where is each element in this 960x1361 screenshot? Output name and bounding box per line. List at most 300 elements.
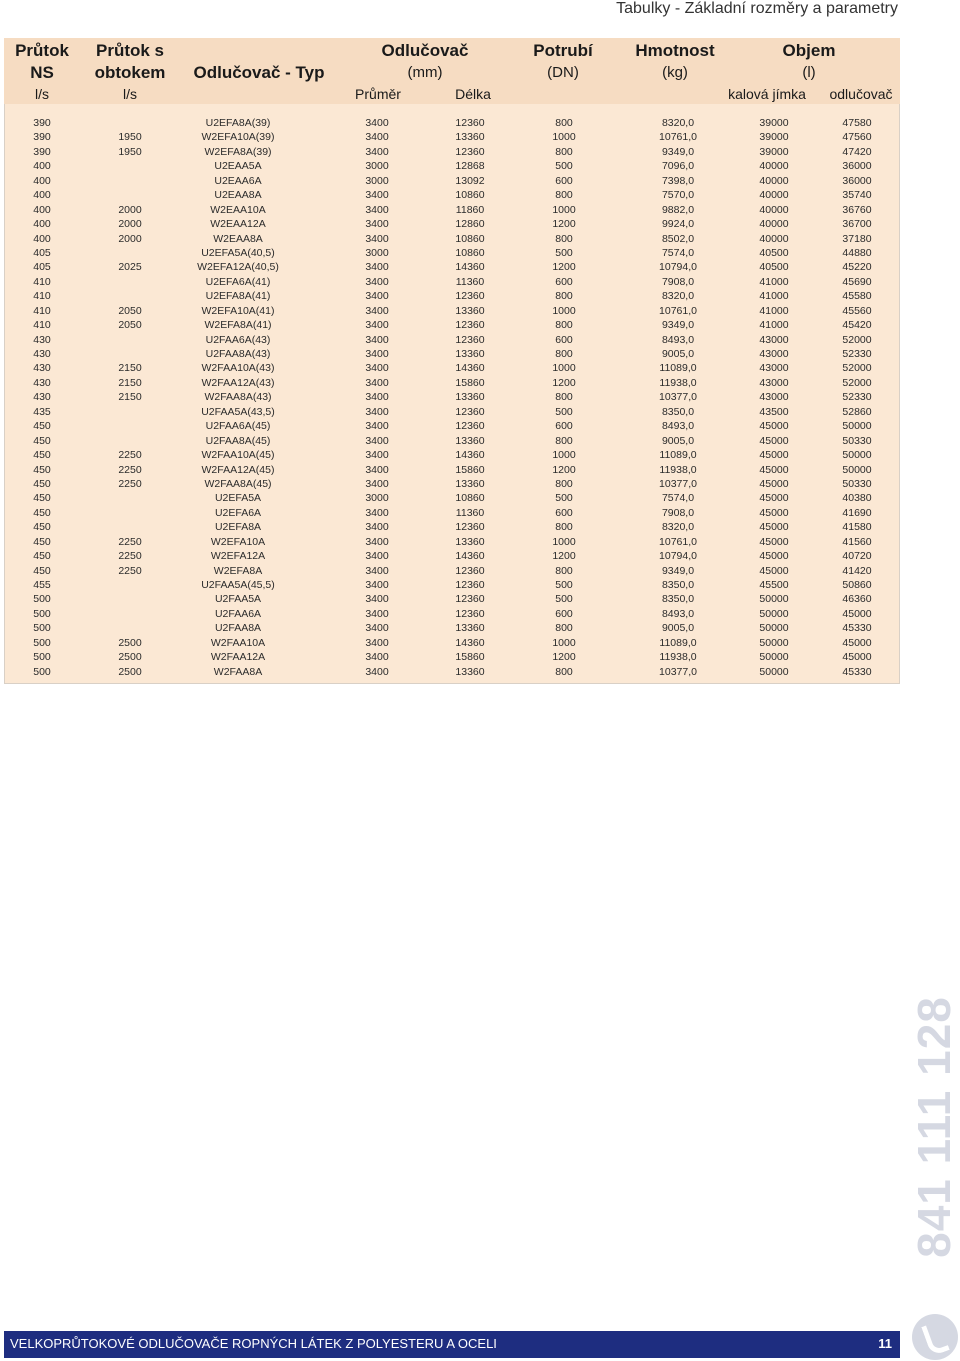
cell-flow-ns: 500 xyxy=(33,651,51,664)
cell-sludge-volume: 43000 xyxy=(759,348,789,360)
cell-weight: 7574,0 xyxy=(661,246,695,259)
cell-diameter: 3400 xyxy=(365,189,389,202)
table-row xyxy=(4,535,900,549)
cell-separator-type: U2EFA8A(39) xyxy=(205,117,271,129)
table-row xyxy=(4,506,900,520)
cell-diameter: 3400 xyxy=(365,348,389,360)
cell-sludge-volume: 50000 xyxy=(759,622,789,635)
table-row xyxy=(4,116,900,130)
cell-length: 12360 xyxy=(455,593,485,606)
cell-flow-ns: 450 xyxy=(33,420,51,433)
table-row xyxy=(4,289,900,303)
cell-flow-ns: 450 xyxy=(33,550,51,563)
cell-flow-bypass: 2250 xyxy=(118,550,142,563)
cell-separator-type: U2FAA6A xyxy=(214,607,262,620)
table-row xyxy=(4,203,900,217)
cell-pipe-dn: 800 xyxy=(555,232,573,245)
cell-weight: 8493,0 xyxy=(661,333,695,346)
cell-pipe-dn: 600 xyxy=(555,275,573,288)
cell-flow-ns: 500 xyxy=(33,593,51,606)
header-flow-bypass: Průtok s xyxy=(95,41,165,60)
cell-weight: 11938,0 xyxy=(659,651,697,664)
header-separator: Odlučovač xyxy=(381,41,469,60)
cell-separator-type: W2EFA12A xyxy=(210,550,266,563)
cell-separator-volume: 36760 xyxy=(842,203,872,216)
cell-length: 10860 xyxy=(455,189,485,202)
phone-contact xyxy=(908,920,960,1360)
header-sludge-pit: kalová jímka xyxy=(728,86,806,102)
cell-separator-volume: 50000 xyxy=(842,449,872,462)
cell-diameter: 3400 xyxy=(365,391,389,404)
cell-weight: 9349,0 xyxy=(661,564,695,577)
cell-diameter: 3400 xyxy=(365,550,389,563)
table-row xyxy=(4,607,900,621)
cell-diameter: 3400 xyxy=(365,333,389,346)
cell-separator-volume: 50000 xyxy=(842,463,872,476)
cell-separator-volume: 50330 xyxy=(842,434,872,447)
cell-diameter: 3000 xyxy=(365,174,389,187)
cell-pipe-dn: 800 xyxy=(555,319,573,332)
header-ls-ns: l/s xyxy=(35,86,49,102)
cell-weight: 10794,0 xyxy=(659,550,697,563)
cell-pipe-dn: 600 xyxy=(555,174,573,187)
cell-weight: 8320,0 xyxy=(661,521,695,534)
cell-separator-type: W2EFA8A(41) xyxy=(204,319,272,332)
cell-separator-volume: 45690 xyxy=(842,275,872,288)
cell-sludge-volume: 45000 xyxy=(759,434,789,447)
cell-weight: 11938,0 xyxy=(659,463,697,476)
cell-length: 12360 xyxy=(455,290,485,303)
cell-separator-type: W2FAA8A(43) xyxy=(204,391,272,404)
cell-diameter: 3400 xyxy=(365,232,389,245)
header-pipe: Potrubí xyxy=(533,41,593,60)
cell-weight: 8320,0 xyxy=(661,117,695,129)
cell-sludge-volume: 45000 xyxy=(759,463,789,476)
cell-pipe-dn: 800 xyxy=(555,189,573,202)
cell-pipe-dn: 500 xyxy=(555,405,573,418)
cell-pipe-dn: 800 xyxy=(555,117,573,129)
cell-length: 14360 xyxy=(455,636,485,649)
cell-length: 14360 xyxy=(455,362,485,375)
cell-pipe-dn: 800 xyxy=(555,564,573,577)
cell-separator-volume: 36000 xyxy=(842,174,872,187)
cell-flow-ns: 430 xyxy=(33,391,51,404)
cell-separator-volume: 46360 xyxy=(842,593,872,606)
cell-length: 13360 xyxy=(455,131,485,144)
header-bypass: obtokem xyxy=(94,63,166,82)
cell-length: 12360 xyxy=(455,564,485,577)
cell-separator-volume: 45330 xyxy=(842,622,872,635)
table-row xyxy=(4,304,900,318)
cell-flow-bypass: 2250 xyxy=(118,463,142,476)
table-row xyxy=(4,130,900,144)
cell-diameter: 3400 xyxy=(365,261,389,274)
cell-sludge-volume: 43500 xyxy=(759,405,789,418)
cell-length: 14360 xyxy=(455,261,485,274)
cell-diameter: 3000 xyxy=(365,492,389,505)
cell-flow-bypass: 2000 xyxy=(118,232,142,245)
cell-flow-ns: 390 xyxy=(33,117,51,129)
cell-length: 13360 xyxy=(455,665,485,678)
header-length: Délka xyxy=(455,86,491,102)
cell-sludge-volume: 50000 xyxy=(759,665,789,678)
table-row xyxy=(4,333,900,347)
cell-diameter: 3400 xyxy=(365,420,389,433)
cell-flow-ns: 410 xyxy=(33,319,51,332)
cell-flow-ns: 430 xyxy=(33,362,51,375)
cell-separator-type: U2FAA8A(45) xyxy=(205,434,271,447)
cell-length: 13360 xyxy=(455,622,485,635)
cell-sludge-volume: 45000 xyxy=(759,535,789,548)
cell-separator-type: U2EAA8A xyxy=(214,189,262,202)
cell-separator-volume: 45000 xyxy=(842,651,872,664)
cell-sludge-volume: 40500 xyxy=(759,261,789,274)
cell-separator-volume: 40720 xyxy=(842,550,872,563)
cell-weight: 10377,0 xyxy=(659,665,697,678)
cell-sludge-volume: 50000 xyxy=(759,593,789,606)
cell-flow-ns: 500 xyxy=(33,622,51,635)
cell-separator-volume: 44880 xyxy=(842,246,872,259)
cell-length: 13360 xyxy=(455,391,485,404)
cell-flow-bypass: 2500 xyxy=(118,636,142,649)
cell-flow-bypass: 2150 xyxy=(118,362,142,375)
table-row xyxy=(4,145,900,159)
cell-sludge-volume: 43000 xyxy=(759,391,789,404)
cell-sludge-volume: 50000 xyxy=(759,651,789,664)
cell-separator-type: W2EAA8A xyxy=(213,232,263,245)
cell-length: 12360 xyxy=(455,579,485,591)
cell-separator-type: U2EAA6A xyxy=(214,174,262,187)
cell-sludge-volume: 43000 xyxy=(759,362,789,375)
cell-flow-ns: 400 xyxy=(33,174,51,187)
cell-separator-type: U2FAA6A(43) xyxy=(205,333,271,346)
table-row xyxy=(4,260,900,274)
table-row xyxy=(4,636,900,650)
cell-separator-volume: 47420 xyxy=(842,145,872,158)
cell-separator-volume: 40380 xyxy=(842,492,872,505)
cell-pipe-dn: 800 xyxy=(555,521,573,534)
cell-pipe-dn: 800 xyxy=(555,665,573,678)
cell-flow-ns: 500 xyxy=(33,665,51,678)
cell-length: 12360 xyxy=(455,145,485,158)
cell-diameter: 3400 xyxy=(365,477,389,490)
cell-flow-ns: 450 xyxy=(33,434,51,447)
cell-separator-volume: 45000 xyxy=(842,607,872,620)
cell-length: 13360 xyxy=(455,434,485,447)
cell-pipe-dn: 800 xyxy=(555,622,573,635)
cell-flow-ns: 400 xyxy=(33,232,51,245)
cell-separator-type: U2EFA5A xyxy=(214,492,262,505)
cell-length: 13360 xyxy=(455,304,485,317)
table-header xyxy=(4,38,900,104)
table-row xyxy=(4,477,900,491)
cell-sludge-volume: 45000 xyxy=(759,449,789,462)
cell-flow-ns: 410 xyxy=(33,290,51,303)
cell-separator-type: W2EFA10A xyxy=(210,535,266,548)
cell-pipe-dn: 1200 xyxy=(552,261,576,274)
cell-weight: 10761,0 xyxy=(659,535,697,548)
cell-flow-ns: 450 xyxy=(33,449,51,462)
cell-separator-type: W2EAA10A xyxy=(210,203,266,216)
cell-diameter: 3400 xyxy=(365,362,389,375)
cell-weight: 7574,0 xyxy=(661,492,695,505)
cell-pipe-dn: 1000 xyxy=(552,203,576,216)
cell-weight: 7398,0 xyxy=(661,174,695,187)
cell-sludge-volume: 45000 xyxy=(759,492,789,505)
cell-separator-type: W2EFA8A xyxy=(213,564,263,577)
cell-length: 15860 xyxy=(455,651,485,664)
cell-separator-type: U2EAA5A xyxy=(214,160,262,173)
cell-diameter: 3400 xyxy=(365,564,389,577)
cell-length: 12360 xyxy=(455,607,485,620)
cell-pipe-dn: 600 xyxy=(555,607,573,620)
cell-weight: 10377,0 xyxy=(659,391,697,404)
cell-flow-ns: 400 xyxy=(33,160,51,173)
table-row xyxy=(4,621,900,635)
cell-diameter: 3400 xyxy=(365,434,389,447)
cell-length: 12860 xyxy=(455,218,485,231)
cell-pipe-dn: 800 xyxy=(555,290,573,303)
cell-weight: 11089,0 xyxy=(659,449,697,462)
cell-flow-ns: 430 xyxy=(33,333,51,346)
cell-weight: 11938,0 xyxy=(659,376,697,389)
cell-flow-bypass: 1950 xyxy=(118,131,142,144)
table-row xyxy=(4,650,900,664)
cell-separator-type: U2EFA6A xyxy=(214,506,262,519)
table-body xyxy=(4,116,900,679)
cell-pipe-dn: 800 xyxy=(555,348,573,360)
cell-length: 14360 xyxy=(455,550,485,563)
cell-flow-ns: 450 xyxy=(33,535,51,548)
header-volume: Objem xyxy=(782,41,836,60)
cell-diameter: 3000 xyxy=(365,160,389,173)
cell-separator-volume: 45330 xyxy=(842,665,872,678)
cell-sludge-volume: 45000 xyxy=(759,506,789,519)
cell-separator-type: W2FAA10A xyxy=(210,636,266,649)
cell-pipe-dn: 600 xyxy=(555,506,573,519)
table-row xyxy=(4,232,900,246)
cell-sludge-volume: 45000 xyxy=(759,564,789,577)
cell-sludge-volume: 50000 xyxy=(759,636,789,649)
phone-icon xyxy=(912,1314,958,1360)
cell-length: 11360 xyxy=(455,506,485,519)
cell-flow-bypass: 2500 xyxy=(118,665,142,678)
cell-flow-ns: 390 xyxy=(33,145,51,158)
cell-sludge-volume: 40000 xyxy=(759,232,789,245)
cell-length: 12360 xyxy=(455,405,485,418)
cell-pipe-dn: 800 xyxy=(555,434,573,447)
cell-separator-volume: 52000 xyxy=(842,376,872,389)
header-ls-bypass: l/s xyxy=(123,86,137,102)
cell-sludge-volume: 41000 xyxy=(759,275,789,288)
page-number: 11 xyxy=(878,1336,892,1351)
cell-separator-volume: 45220 xyxy=(842,261,872,274)
cell-length: 11360 xyxy=(455,275,485,288)
cell-diameter: 3400 xyxy=(365,622,389,635)
cell-diameter: 3400 xyxy=(365,218,389,231)
cell-weight: 9349,0 xyxy=(661,145,695,158)
cell-length: 10860 xyxy=(455,232,485,245)
cell-separator-volume: 50860 xyxy=(842,579,872,591)
cell-sludge-volume: 43000 xyxy=(759,333,789,346)
table-row xyxy=(4,665,900,679)
table-row xyxy=(4,361,900,375)
cell-flow-ns: 450 xyxy=(33,477,51,490)
table-row xyxy=(4,419,900,433)
cell-diameter: 3400 xyxy=(365,275,389,288)
cell-sludge-volume: 41000 xyxy=(759,304,789,317)
cell-weight: 8502,0 xyxy=(661,232,695,245)
cell-separator-type: W2EFA8A(39) xyxy=(204,145,272,158)
cell-separator-type: U2FAA8A(43) xyxy=(205,348,271,360)
cell-pipe-dn: 500 xyxy=(555,593,573,606)
cell-pipe-dn: 1200 xyxy=(552,218,576,231)
cell-separator-type: U2EFA8A xyxy=(214,521,262,534)
cell-sludge-volume: 40000 xyxy=(759,189,789,202)
table-row xyxy=(4,491,900,505)
cell-diameter: 3400 xyxy=(365,131,389,144)
cell-diameter: 3400 xyxy=(365,636,389,649)
cell-length: 12360 xyxy=(455,319,485,332)
cell-pipe-dn: 1200 xyxy=(552,463,576,476)
cell-length: 10860 xyxy=(455,246,485,259)
cell-length: 12868 xyxy=(455,160,485,173)
cell-length: 13360 xyxy=(455,535,485,548)
cell-separator-volume: 50330 xyxy=(842,477,872,490)
cell-separator-type: W2EFA10A(39) xyxy=(201,131,275,144)
table-row xyxy=(4,549,900,563)
cell-weight: 8350,0 xyxy=(661,579,695,591)
cell-flow-ns: 450 xyxy=(33,521,51,534)
cell-flow-bypass: 2250 xyxy=(118,449,142,462)
cell-weight: 9005,0 xyxy=(661,348,695,360)
cell-flow-ns: 430 xyxy=(33,348,51,360)
table-row xyxy=(4,347,900,361)
table-row xyxy=(4,217,900,231)
cell-separator-type: U2EFA5A(40,5) xyxy=(201,246,275,259)
header-ns: NS xyxy=(30,63,54,82)
cell-sludge-volume: 43000 xyxy=(759,376,789,389)
cell-pipe-dn: 1000 xyxy=(552,362,576,375)
table-row xyxy=(4,188,900,202)
cell-flow-ns: 390 xyxy=(33,131,51,144)
cell-separator-type: U2EFA8A(41) xyxy=(205,290,271,303)
cell-length: 12360 xyxy=(455,117,485,129)
cell-separator-type: W2FAA10A(45) xyxy=(201,449,275,462)
table-row xyxy=(4,318,900,332)
cell-weight: 9349,0 xyxy=(661,319,695,332)
cell-separator-volume: 47560 xyxy=(842,131,872,144)
cell-separator-volume: 52330 xyxy=(842,348,872,360)
cell-length: 13360 xyxy=(455,477,485,490)
cell-pipe-dn: 800 xyxy=(555,391,573,404)
cell-weight: 11089,0 xyxy=(659,636,697,649)
cell-separator-volume: 36700 xyxy=(842,218,872,231)
cell-pipe-dn: 1200 xyxy=(552,550,576,563)
cell-weight: 9005,0 xyxy=(661,434,695,447)
header-weight: Hmotnost xyxy=(635,41,715,60)
cell-diameter: 3400 xyxy=(365,319,389,332)
cell-weight: 9924,0 xyxy=(661,218,695,231)
cell-separator-type: W2FAA12A(43) xyxy=(201,376,275,389)
cell-sludge-volume: 40000 xyxy=(759,160,789,173)
cell-pipe-dn: 1000 xyxy=(552,535,576,548)
cell-flow-bypass: 2050 xyxy=(118,319,142,332)
cell-sludge-volume: 40000 xyxy=(759,174,789,187)
cell-sludge-volume: 39000 xyxy=(759,131,789,144)
cell-flow-ns: 435 xyxy=(33,405,51,418)
table-row xyxy=(4,390,900,404)
cell-pipe-dn: 1000 xyxy=(552,449,576,462)
cell-flow-bypass: 2025 xyxy=(118,261,142,274)
table-row xyxy=(4,520,900,534)
cell-pipe-dn: 1200 xyxy=(552,376,576,389)
cell-separator-volume: 41580 xyxy=(842,521,872,534)
cell-flow-bypass: 2250 xyxy=(118,564,142,577)
cell-pipe-dn: 600 xyxy=(555,420,573,433)
cell-separator-type: W2EAA12A xyxy=(210,218,266,231)
cell-separator-volume: 36000 xyxy=(842,160,872,173)
cell-separator-volume: 52000 xyxy=(842,333,872,346)
cell-diameter: 3400 xyxy=(365,665,389,678)
cell-flow-bypass: 2500 xyxy=(118,651,142,664)
cell-sludge-volume: 40000 xyxy=(759,218,789,231)
cell-flow-ns: 430 xyxy=(33,376,51,389)
footer-bar xyxy=(4,1331,900,1358)
table-row xyxy=(4,275,900,289)
cell-diameter: 3400 xyxy=(365,145,389,158)
cell-weight: 8493,0 xyxy=(661,420,695,433)
cell-weight: 7570,0 xyxy=(661,189,695,202)
table-row xyxy=(4,376,900,390)
cell-separator-volume: 35740 xyxy=(842,189,872,202)
cell-pipe-dn: 1200 xyxy=(552,651,576,664)
cell-separator-volume: 52330 xyxy=(842,391,872,404)
cell-length: 15860 xyxy=(455,463,485,476)
cell-separator-volume: 45420 xyxy=(842,319,872,332)
cell-flow-ns: 410 xyxy=(33,275,51,288)
header-separator-volume: odlučovač xyxy=(829,86,893,102)
cell-weight: 9005,0 xyxy=(661,622,695,635)
cell-sludge-volume: 41000 xyxy=(759,319,789,332)
cell-weight: 8350,0 xyxy=(661,593,695,606)
cell-length: 10860 xyxy=(455,492,485,505)
cell-pipe-dn: 800 xyxy=(555,477,573,490)
cell-diameter: 3400 xyxy=(365,304,389,317)
cell-separator-type: U2FAA6A(45) xyxy=(205,420,271,433)
cell-separator-type: U2FAA5A(45,5) xyxy=(201,579,275,591)
cell-weight: 7908,0 xyxy=(661,506,695,519)
cell-flow-bypass: 2000 xyxy=(118,218,142,231)
cell-flow-ns: 400 xyxy=(33,203,51,216)
cell-flow-ns: 405 xyxy=(33,246,51,259)
table-row xyxy=(4,434,900,448)
header-flow-ns: Průtok xyxy=(15,41,69,60)
cell-diameter: 3400 xyxy=(365,593,389,606)
table-row xyxy=(4,578,900,592)
cell-flow-ns: 450 xyxy=(33,492,51,505)
cell-separator-type: U2FAA5A xyxy=(214,593,262,606)
cell-separator-type: W2FAA8A xyxy=(213,665,263,678)
cell-sludge-volume: 45500 xyxy=(759,579,789,591)
cell-separator-type: W2FAA12A(45) xyxy=(201,463,275,476)
page-header-title: Tabulky - Základní rozměry a parametry xyxy=(616,0,898,17)
cell-flow-ns: 500 xyxy=(33,607,51,620)
cell-length: 12360 xyxy=(455,521,485,534)
cell-flow-ns: 500 xyxy=(33,636,51,649)
footer-title: VELKOPRŮTOKOVÉ ODLUČOVAČE ROPNÝCH LÁTEK Z POLYESTERU A OCELI xyxy=(10,1336,497,1351)
cell-length: 11860 xyxy=(455,203,485,216)
